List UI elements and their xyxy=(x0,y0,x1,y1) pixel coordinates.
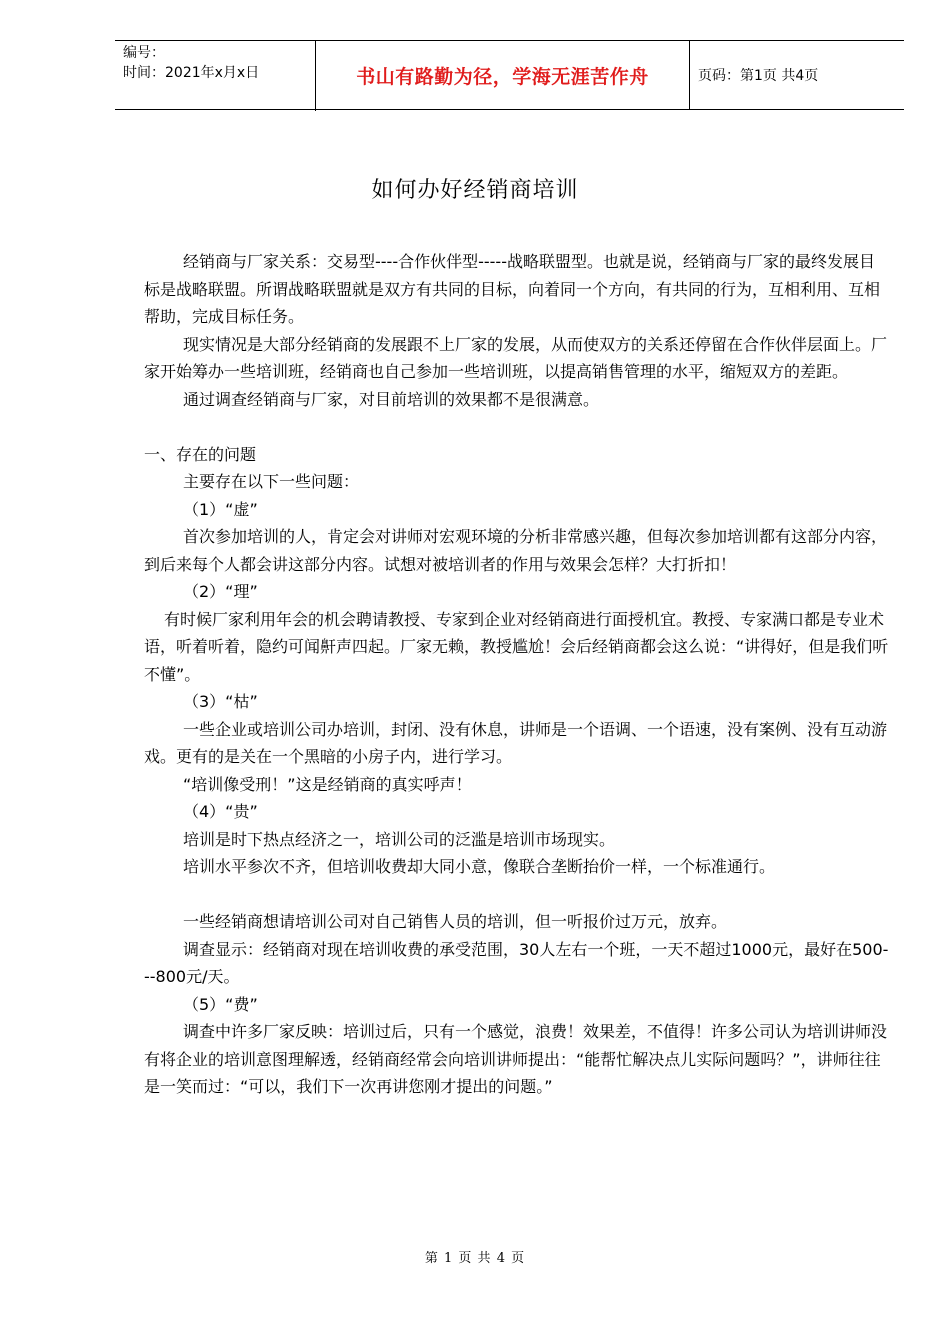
time-label: 时间：2021年x月x日 xyxy=(123,65,260,81)
header-page-info xyxy=(690,41,912,109)
subheading: （5）“费” xyxy=(183,994,258,1014)
paragraph: “培训像受刑！”这是经销商的真实呼声！ xyxy=(183,774,472,794)
paragraph: 首次参加培训的人，肯定会对讲师对宏观环境的分析非常感兴趣，但每次参加培训都有这部分内容，到后来每个人都会讲这部分内容。试想对被培训者的作用与效果会怎样？大打折扣！ xyxy=(144,527,888,574)
number-label: 编号： xyxy=(123,45,165,61)
page-footer: 第 1 页 共 4 页 xyxy=(424,1251,526,1266)
paragraph: 一些企业或培训公司办培训，封闭、没有休息，讲师是一个语调、一个语速，没有案例、没有互动游戏。更有的是关在一个黑暗的小房子内，进行学习。 xyxy=(144,719,888,766)
motto-text: 书山有路勤为径，学海无涯苦作舟 xyxy=(356,65,649,88)
subheading: （1）“虚” xyxy=(183,499,258,519)
header-motto-cell xyxy=(316,41,690,109)
subheading: （2）“理” xyxy=(183,582,258,601)
spacer xyxy=(144,881,889,909)
subheading: （4）“贵” xyxy=(183,802,258,821)
paragraph: 调查中许多厂家反映：培训过后，只有一个感觉，浪费！效果差，不值得！许多公司认为培训讲师没有将企业的培训意图理解透，经销商经常会向培训讲师提出：“能帮忙解决点儿实际问题吗？”，讲师往往是一笑而过：“可以，我们下一次再讲您刚才提出的问题。” xyxy=(144,1022,888,1096)
paragraph: 经销商与厂家关系：交易型----合作伙伴型-----战略联盟型。也就是说，经销商与厂家的最终发展目标是战略联盟。所谓战略联盟就是双方有共同的目标，向着同一个方向，有共同的行为，互相利用、互相帮助，完成目标任务。 xyxy=(144,252,881,326)
document-title: 如何办好经销商培训 xyxy=(371,178,579,203)
page-header xyxy=(115,40,904,110)
paragraph: 一些经销商想请培训公司对自己销售人员的培训，但一听报价过万元，放弃。 xyxy=(183,912,728,931)
spacer xyxy=(144,413,889,441)
header-meta xyxy=(115,41,316,111)
paragraph: 有时候厂家利用年会的机会聘请教授、专家到企业对经销商进行面授机宜。教授、专家满口都是专业术语，听着听着，隐约可闻鼾声四起。厂家无赖，教授尴尬！会后经销商都会这么说：“讲得好，但是我们听不懂”。 xyxy=(144,609,889,684)
document-body xyxy=(144,248,889,1101)
paragraph: 通过调查经销商与厂家，对目前培训的效果都不是很满意。 xyxy=(183,389,600,409)
page-info-text: 页码：第1页 共4页 xyxy=(698,68,819,84)
paragraph: 培训水平参次不齐，但培训收费却大同小意，像联合垄断抬价一样，一个标准通行。 xyxy=(183,857,776,876)
paragraph: 主要存在以下一些问题： xyxy=(183,472,360,491)
paragraph: 调查显示：经销商对现在培训收费的承受范围，30人左右一个班，一天不超过1000元，最好在500---800元/天。 xyxy=(144,939,889,986)
subheading: （3）“枯” xyxy=(183,692,258,711)
paragraph: 培训是时下热点经济之一，培训公司的泛滥是培训市场现实。 xyxy=(183,829,616,849)
paragraph: 现实情况是大部分经销商的发展跟不上厂家的发展，从而使双方的关系还停留在合作伙伴层面上。厂家开始筹办一些培训班，经销商也自己参加一些培训班，以提高销售管理的水平，缩短双方的差距。 xyxy=(144,334,888,381)
section-heading: 一、存在的问题 xyxy=(144,444,257,464)
